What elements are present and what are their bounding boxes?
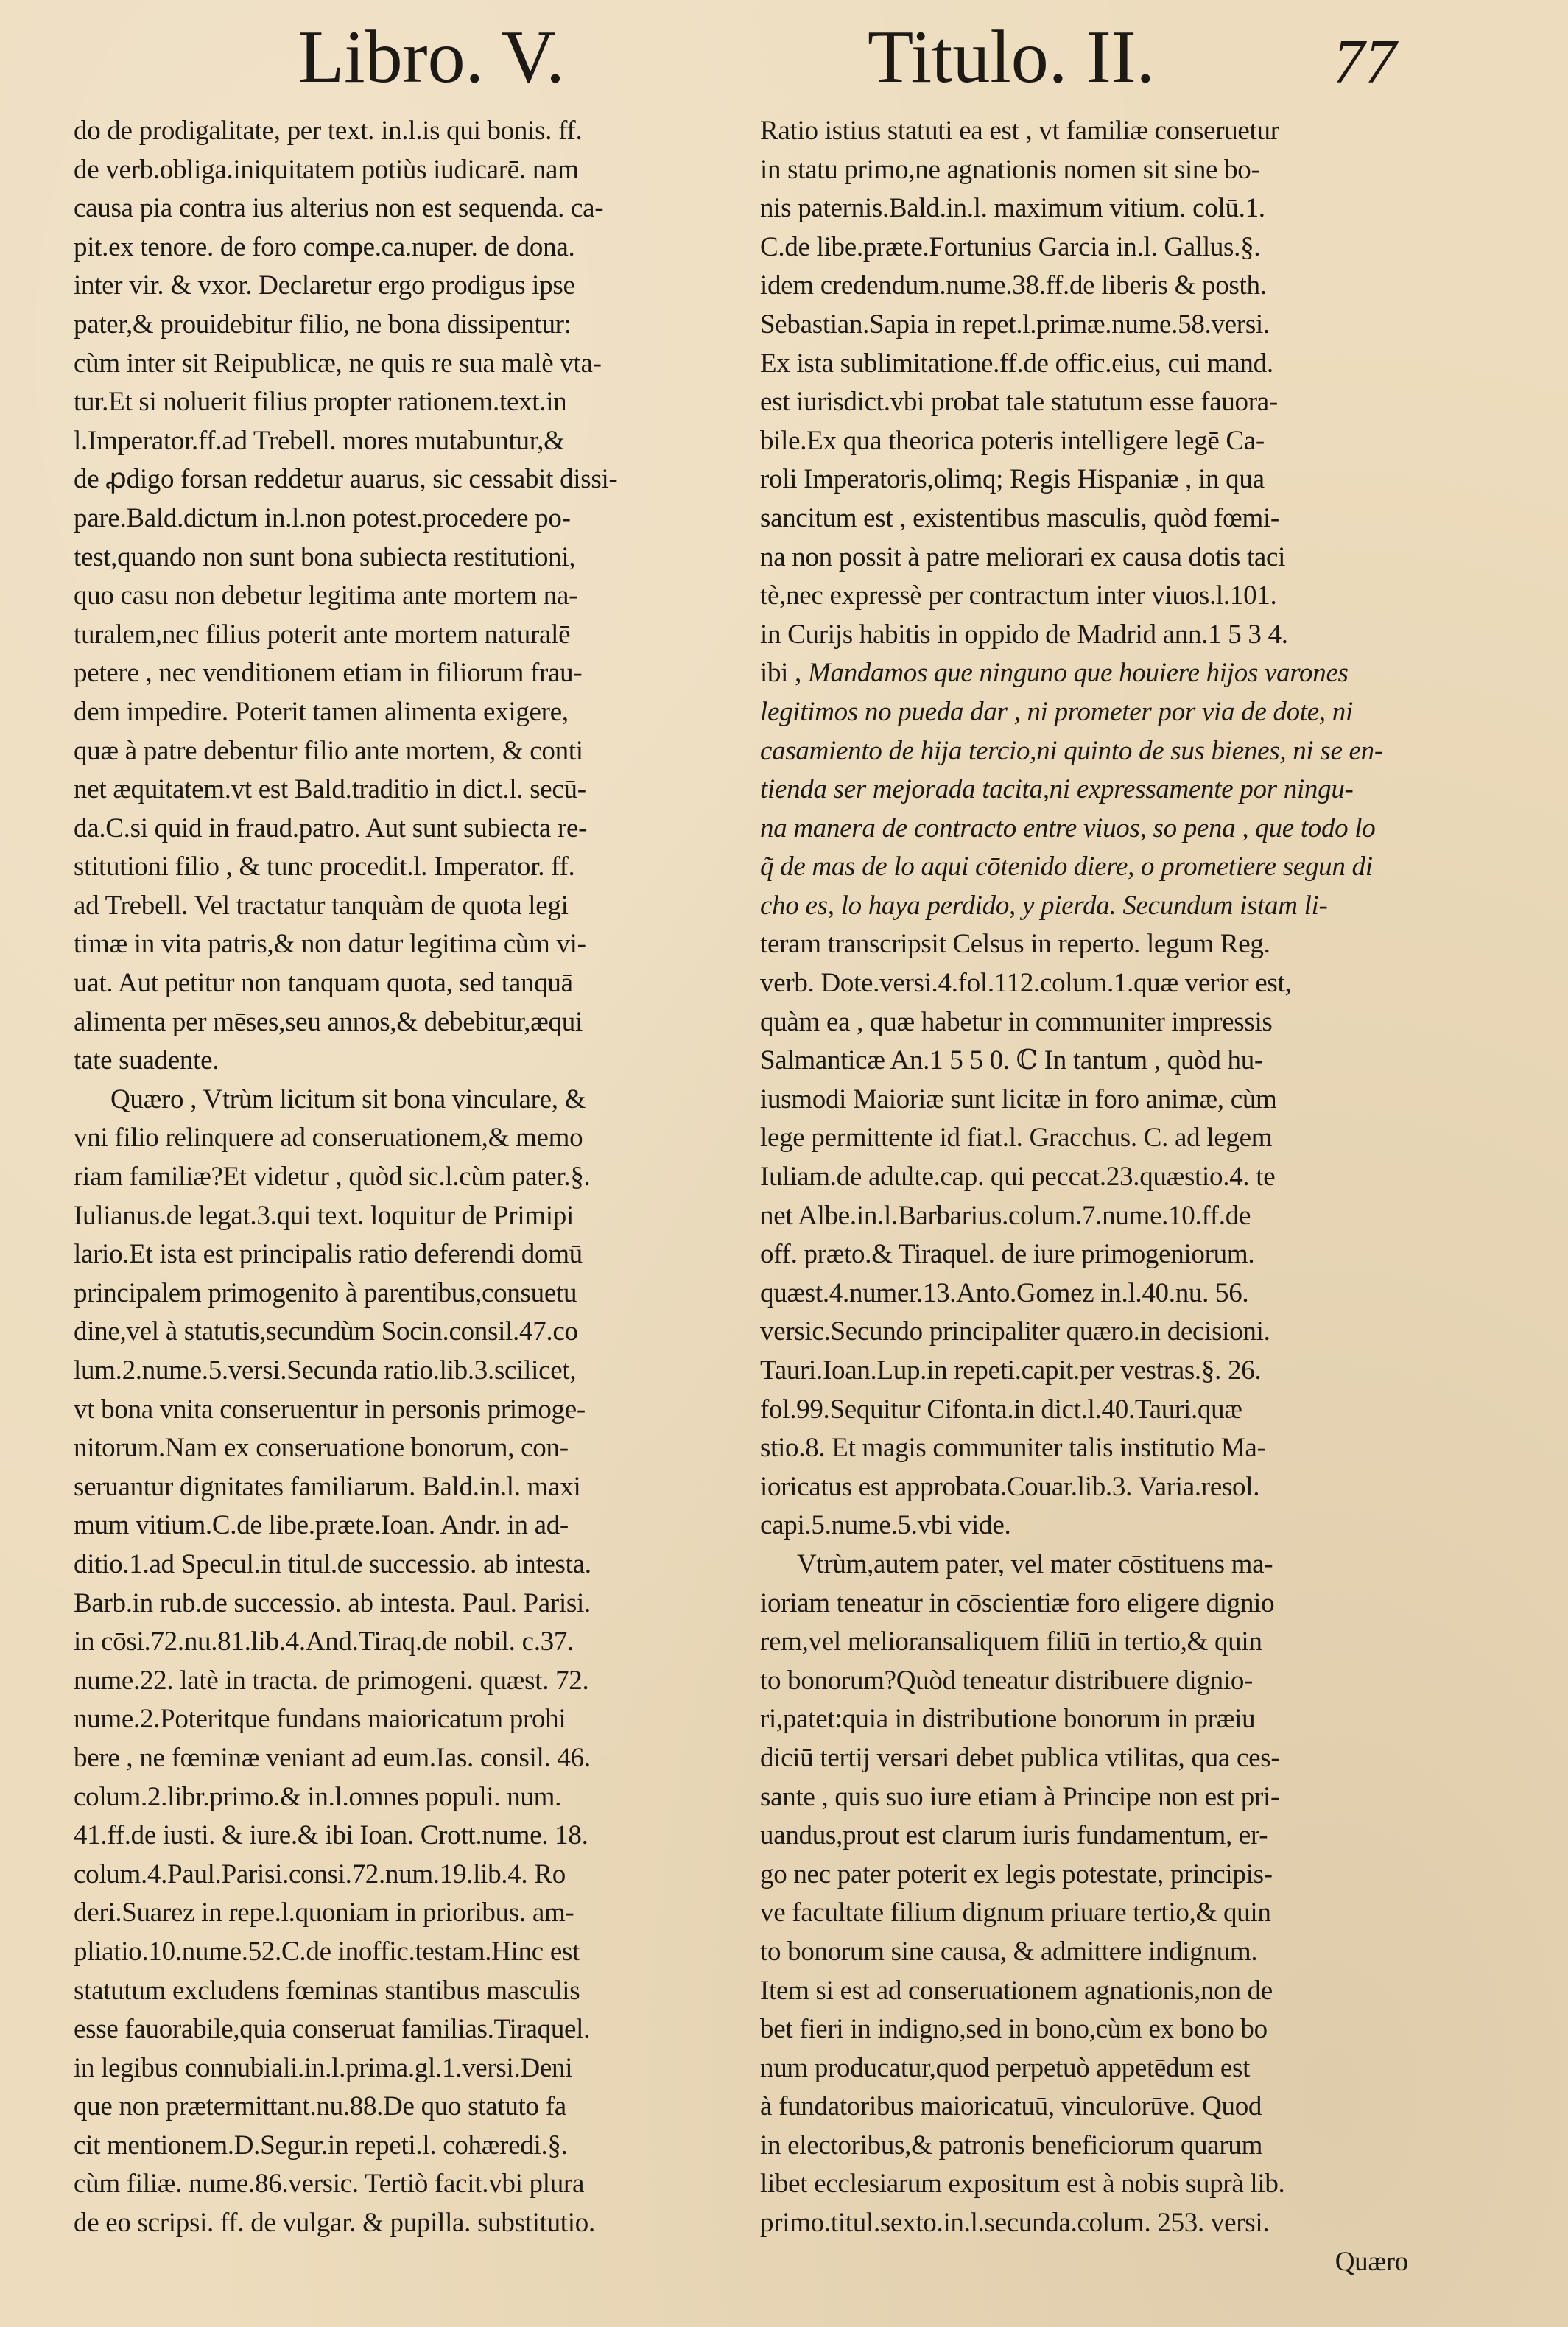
running-header: [0, 13, 1568, 102]
text-line: bere , ne fœminæ veniant ad eum.Ias. consil. 46.: [74, 1742, 591, 1773]
text-line: timæ in vita patris,& non datur legitima cùm vi-: [74, 929, 586, 960]
text-line: quæ à patre debentur filio ante mortem, & conti: [74, 735, 583, 766]
text-line: idem credendum.nume.38.ff.de liberis & posth.: [760, 270, 1267, 301]
text-line: tè,nec expressè per contractum inter viuos.l.101.: [760, 580, 1277, 611]
text-line: dine,vel à statutis,secundùm Socin.consil.47.co: [74, 1316, 578, 1347]
text-line: ibi , Mandamos que ninguno que houiere hijos varones: [760, 658, 1349, 689]
right-column: [760, 112, 1408, 2281]
text-line: nume.2.Poteritque fundans maioricatum prohi: [74, 1704, 566, 1735]
text-line: pit.ex tenore. de foro compe.ca.nuper. de dona.: [74, 231, 575, 262]
text-line: à fundatoribus maioricatuū, vinculorūve. Quod: [760, 2091, 1262, 2122]
text-line: riam familiæ?Et videtur , quòd sic.l.cùm pater.§.: [74, 1162, 591, 1193]
text-line: capi.5.nume.5.vbi vide.: [760, 1510, 1011, 1541]
text-line: sante , quis suo iure etiam à Principe non est pri-: [760, 1781, 1280, 1812]
text-line: da.C.si quid in fraud.patro. Aut sunt subiecta re-: [74, 812, 588, 843]
text-line: in statu primo,ne agnationis nomen sit sine bo-: [760, 154, 1260, 185]
text-line: Iuliam.de adulte.cap. qui peccat.23.quæstio.4. te: [760, 1162, 1276, 1193]
text-line: Salmanticæ An.1 5 5 0. ℂ In tantum , quòd hu-: [760, 1045, 1263, 1076]
text-line: ri,patet:quia in distributione bonorum in præiu: [760, 1704, 1256, 1735]
text-line: casamiento de hija tercio,ni quinto de sus bienes, ni se en-: [760, 735, 1383, 766]
text-line: sancitum est , existentibus masculis, quòd fœmi-: [760, 502, 1279, 533]
text-line: to bonorum sine causa, & admittere indignum.: [760, 1936, 1258, 1967]
text-line: quæst.4.numer.13.Anto.Gomez in.l.40.nu. 56.: [760, 1277, 1249, 1308]
text-line: Iulianus.de legat.3.qui text. loquitur de Primipi: [74, 1200, 574, 1231]
header-book: Libro. V.: [298, 15, 565, 99]
text-line: uandus,prout est clarum iuris fundamentum, er-: [760, 1820, 1268, 1851]
text-line: tate suadente.: [74, 1045, 219, 1076]
text-line: nume.22. latè in tracta. de primogeni. quæst. 72.: [74, 1665, 589, 1696]
text-line: que non prætermittant.nu.88.De quo statuto fa: [74, 2091, 566, 2122]
text-line: do de prodigalitate, per text. in.l.is qui bonis. ff.: [74, 116, 583, 146]
text-line: petere , nec venditionem etiam in filiorum frau-: [74, 658, 583, 689]
text-line: bet fieri in indigno,sed in bono,cùm ex bono bo: [760, 2014, 1268, 2045]
text-line: lege permittente id fiat.l. Gracchus. C. ad legem: [760, 1123, 1273, 1154]
text-line: seruantur dignitates familiarum. Bald.in.l. maxi: [74, 1471, 581, 1502]
text-line: rem,vel melioransaliquem filiū in tertio,& quin: [760, 1626, 1262, 1657]
text-line: causa pia contra ius alterius non est sequenda. ca-: [74, 193, 604, 224]
text-line: num producatur,quod perpetuò appetēdum est: [760, 2052, 1251, 2083]
text-line: go nec pater poterit ex legis potestate, principis-: [760, 1859, 1273, 1889]
text-line: ve facultate filium dignum priuare tertio,& quin: [760, 1898, 1271, 1928]
text-line: na non possit à patre meliorari ex causa dotis taci: [760, 541, 1286, 572]
text-line: primo.titul.sexto.in.l.secunda.colum. 253. versi.: [760, 2208, 1270, 2239]
text-line: in legibus connubiali.in.l.prima.gl.1.versi.Deni: [74, 2052, 573, 2083]
text-line: inter vir. & vxor. Declaretur ergo prodigus ipse: [74, 270, 575, 301]
text-line: vt bona vnita conseruentur in personis primoge-: [74, 1394, 586, 1425]
text-line: off. præto.& Tiraquel. de iure primogeniorum.: [760, 1239, 1255, 1270]
text-line: net æquitatem.vt est Bald.traditio in dict.l. secū-: [74, 774, 586, 805]
text-line: Ex ista sublimitatione.ff.de offic.eius, cui mand.: [760, 348, 1273, 379]
text-line: statutum excludens fœminas stantibus masculis: [74, 1975, 580, 2006]
text-line: dem impedire. Poterit tamen alimenta exigere,: [74, 696, 569, 727]
text-line: uat. Aut petitur non tanquam quota, sed tanquā: [74, 968, 573, 999]
text-line: cho es, lo haya perdido, y pierda. Secundum istam li-: [760, 890, 1328, 921]
text-line: Barb.in rub.de successio. ab intesta. Paul. Parisi.: [74, 1587, 591, 1618]
text-line: Vtrùm,autem pater, vel mater cōstituens ma-: [797, 1548, 1273, 1579]
text-line: versic.Secundo principaliter quæro.in decisioni.: [760, 1316, 1270, 1347]
text-line: verb. Dote.versi.4.fol.112.colum.1.quæ verior est,: [760, 968, 1292, 999]
text-line: in cōsi.72.nu.81.lib.4.And.Tiraq.de nobil. c.37.: [74, 1626, 574, 1657]
text-line: quo casu non debetur legitima ante mortem na-: [74, 580, 578, 611]
text-line: iusmodi Maioriæ sunt licitæ in foro animæ, cùm: [760, 1084, 1277, 1115]
text-line: ad Trebell. Vel tractatur tanquàm de quota legi: [74, 890, 569, 921]
text-line: to bonorum?Quòd teneatur distribuere dignio-: [760, 1665, 1254, 1696]
text-line: tienda ser mejorada tacita,ni expressamente por ningu-: [760, 774, 1354, 805]
text-line: est iurisdict.vbi probat tale statutum esse fauora-: [760, 387, 1278, 418]
text-line: tur.Et si noluerit filius propter rationem.text.in: [74, 387, 567, 418]
text-line: quàm ea , quæ habetur in communiter impressis: [760, 1006, 1273, 1037]
text-line: de eo scripsi. ff. de vulgar. & pupilla. substitutio.: [74, 2208, 595, 2239]
text-line: cit mentionem.D.Segur.in repeti.l. cohæredi.§.: [74, 2130, 568, 2161]
text-line: cùm inter sit Reipublicæ, ne quis re sua malè vta-: [74, 348, 602, 379]
text-line: ditio.1.ad Specul.in titul.de successio. ab intesta.: [74, 1548, 591, 1579]
text-line: pater,& prouidebitur filio, ne bona dissipentur:: [74, 309, 572, 340]
header-title: Titulo. II.: [868, 15, 1156, 99]
text-line: colum.4.Paul.Parisi.consi.72.num.19.lib.4. Ro: [74, 1859, 566, 1889]
text-line: 41.ff.de iusti. & iure.& ibi Ioan. Crott.nume. 18.: [74, 1820, 588, 1851]
text-line: pliatio.10.nume.52.C.de inoffic.testam.Hinc est: [74, 1936, 580, 1967]
text-line: teram transcripsit Celsus in reperto. legum Reg.: [760, 929, 1270, 960]
text-line: Sebastian.Sapia in repet.l.primæ.nume.58.versi.: [760, 309, 1270, 340]
text-line: C.de libe.præte.Fortunius Garcia in.l. Gallus.§.: [760, 231, 1261, 262]
text-line: mum vitium.C.de libe.præte.Ioan. Andr. in ad-: [74, 1510, 569, 1541]
text-line: principalem primogenito à parentibus,consuetu: [74, 1277, 577, 1308]
text-line: cùm filiæ. nume.86.versic. Tertiò facit.vbi plura: [74, 2169, 585, 2200]
text-line: libet ecclesiarum expositum est à nobis suprà lib.: [760, 2169, 1285, 2200]
text-line: ioricatus est approbata.Couar.lib.3. Varia.resol.: [760, 1471, 1260, 1502]
text-line: de verb.obliga.iniquitatem potiùs iudicarē. nam: [74, 154, 579, 185]
text-line: diciū tertij versari debet publica vtilitas, qua ces-: [760, 1742, 1280, 1773]
text-line: fol.99.Sequitur Cifonta.in dict.l.40.Tauri.quæ: [760, 1394, 1242, 1425]
text-line: esse fauorabile,quia conseruat familias.Tiraquel.: [74, 2014, 591, 2045]
text-line: vni filio relinquere ad conseruationem,& memo: [74, 1123, 583, 1154]
text-line: de ꝓdigo forsan reddetur auarus, sic cessabit dissi-: [74, 464, 618, 495]
text-line: bile.Ex qua theorica poteris intelligere legē Ca-: [760, 425, 1265, 456]
text-line: na manera de contracto entre viuos, so pena , que todo lo: [760, 812, 1376, 843]
text-line: alimenta per mēses,seu annos,& debebitur,æqui: [74, 1006, 583, 1037]
text-line: pare.Bald.dictum in.l.non potest.procedere po-: [74, 502, 571, 533]
text-line: nitorum.Nam ex conseruatione bonorum, con-: [74, 1433, 569, 1464]
text-line: Item si est ad conseruationem agnationis,non de: [760, 1975, 1273, 2006]
text-line: test,quando non sunt bona subiecta restitutioni,: [74, 541, 576, 572]
folio-number: 77: [1333, 26, 1396, 96]
text-line: nis paternis.Bald.in.l. maximum vitium. colū.1.: [760, 193, 1265, 224]
text-line: stio.8. Et magis communiter talis institutio Ma-: [760, 1433, 1266, 1464]
text-line: stitutioni filio , & tunc procedit.l. Imperator. ff.: [74, 852, 575, 882]
text-line: ioriam teneatur in cōscientiæ foro eligere dignio: [760, 1587, 1275, 1618]
text-line: Quæro , Vtrùm licitum sit bona vinculare, &: [110, 1084, 586, 1115]
text-line: colum.2.libr.primo.& in.l.omnes populi. num.: [74, 1781, 562, 1812]
text-line: net Albe.in.l.Barbarius.colum.7.nume.10.ff.de: [760, 1200, 1251, 1231]
text-line: roli Imperatoris,olimq; Regis Hispaniæ , in qua: [760, 464, 1265, 495]
text-line: lario.Et ista est principalis ratio deferendi domū: [74, 1239, 583, 1270]
left-column: [74, 112, 709, 2243]
catchword: Quæro: [1335, 2246, 1408, 2277]
text-line: deri.Suarez in repe.l.quoniam in prioribus. am-: [74, 1898, 574, 1928]
text-line: turalem,nec filius poterit ante mortem naturalē: [74, 619, 571, 650]
text-line: Tauri.Ioan.Lup.in repeti.capit.per vestras.§. 26.: [760, 1355, 1262, 1386]
text-line: lum.2.nume.5.versi.Secunda ratio.lib.3.scilicet,: [74, 1355, 577, 1386]
text-line: l.Imperator.ff.ad Trebell. mores mutabuntur,&: [74, 425, 565, 456]
text-line: in Curijs habitis in oppido de Madrid ann.1 5 3 4.: [760, 619, 1288, 650]
text-line: Ratio istius statuti ea est , vt familiæ conseruetur: [760, 116, 1279, 146]
text-line: q̃ de mas de lo aqui cōtenido diere, o prometiere segun di: [760, 852, 1373, 882]
text-line: in electoribus,& patronis beneficiorum quarum: [760, 2130, 1263, 2161]
text-line: legitimos no pueda dar , ni prometer por via de dote, ni: [760, 696, 1353, 727]
